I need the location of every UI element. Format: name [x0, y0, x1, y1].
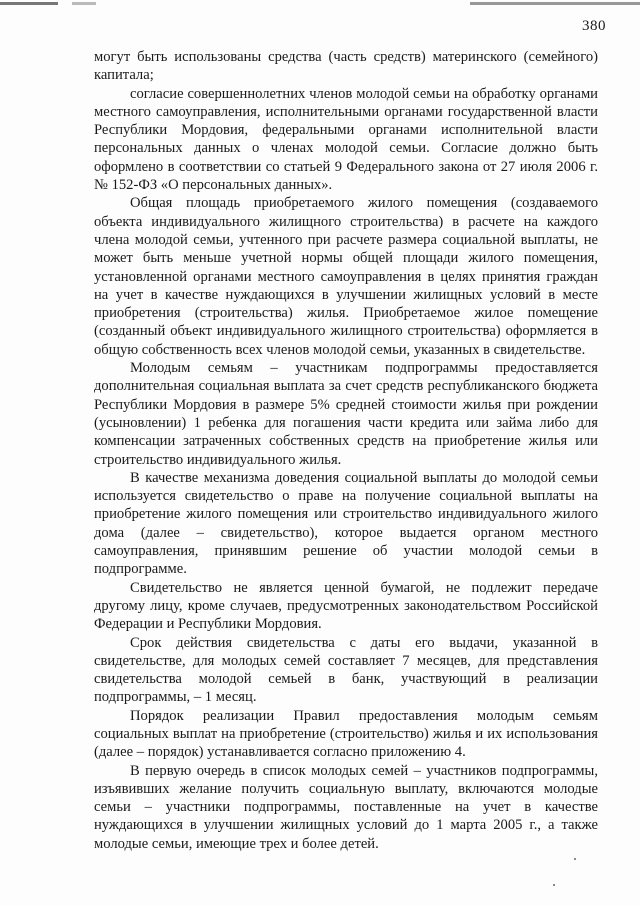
paragraph: могут быть использованы средства (часть средств) материнского (семейного) капитала;	[94, 49, 598, 84]
scan-speck	[553, 884, 555, 886]
page-number: 380	[582, 18, 606, 34]
document-body	[94, 48, 598, 853]
scan-artifact	[72, 2, 96, 5]
paragraph: В качестве механизма доведения социальной выплаты до молодой семьи используется свидетельство о праве на получение социальной выплаты на приобретение жилого помещения или строительство индивидуального жилого дома (далее – свидетельство), которое выдается органом местного самоуправления, принявшим решение об участии молодой семьи в подпрограмме.	[94, 469, 598, 578]
paragraph: Свидетельство не является ценной бумагой, не подлежит передаче другому лицу, кроме случаев, предусмотренных законодательством Российской Федерации и Республики Мордовия.	[94, 579, 598, 633]
paragraph: Порядок реализации Правил предоставления молодым семьям социальных выплат на приобретение (строительство) жилья и их использования (далее – порядок) устанавливается согласно приложению 4.	[94, 707, 598, 761]
paragraph: Молодым семьям – участникам подпрограммы предоставляется дополнительная социальная выплата за счет средств республиканского бюджета Республики Мордовия в размере 5% средней стоимости жилья при рождении (усыновлении) 1 ребенка для погашения части кредита или займа либо для компенсации затраченных собственных средств на приобретение жилья или строительство индивидуального жилья.	[94, 360, 598, 468]
paragraph: В первую очередь в список молодых семей – участников подпрограммы, изъявивших желание получить социальную выплату, включаются молодые семьи – участники подпрограммы, поставленные на учет в качестве нуждающихся в улучшении жилищных условий до 1 марта 2005 г., а также молодые семьи, имеющие трех и более детей.	[94, 762, 598, 852]
scan-artifact	[0, 2, 58, 5]
paragraph: Общая площадь приобретаемого жилого помещения (создаваемого объекта индивидуального жилищного строительства) в расчете на каждого члена молодой семьи, учтенного при расчете размера социальной выплаты, не может быть меньше учетной нормы общей площади жилого помещения, установленной органами местного самоуправления в целях принятия граждан на учет в качестве нуждающихся в улучшении жилищных условий в месте приобретения (строительства) жилья. Приобретаемое жилое помещение (созданный объект индивидуального жилищного строительства) оформляется в общую собственность всех членов молодой семьи, указанных в свидетельстве.	[94, 195, 598, 358]
paragraph: Срок действия свидетельства с даты его выдачи, указанной в свидетельстве, для молодых семей составляет 7 месяцев, для представления свидетельства молодой семьей в банк, участвующий в реализации подпрограммы, – 1 месяц.	[94, 634, 598, 706]
paragraph: согласие совершеннолетних членов молодой семьи на обработку органами местного самоуправления, исполнительными органами государственной власти Республики Мордовия, федеральными органами исполнительной власти персональных данных о членах молодой семьи. Согласие должно быть оформлено в соответствии со статьей 9 Федерального закона от 27 июля 2006 г. № 152-ФЗ «О персональных данных».	[94, 85, 598, 194]
scan-speck	[574, 858, 576, 860]
scan-artifact	[470, 2, 640, 5]
